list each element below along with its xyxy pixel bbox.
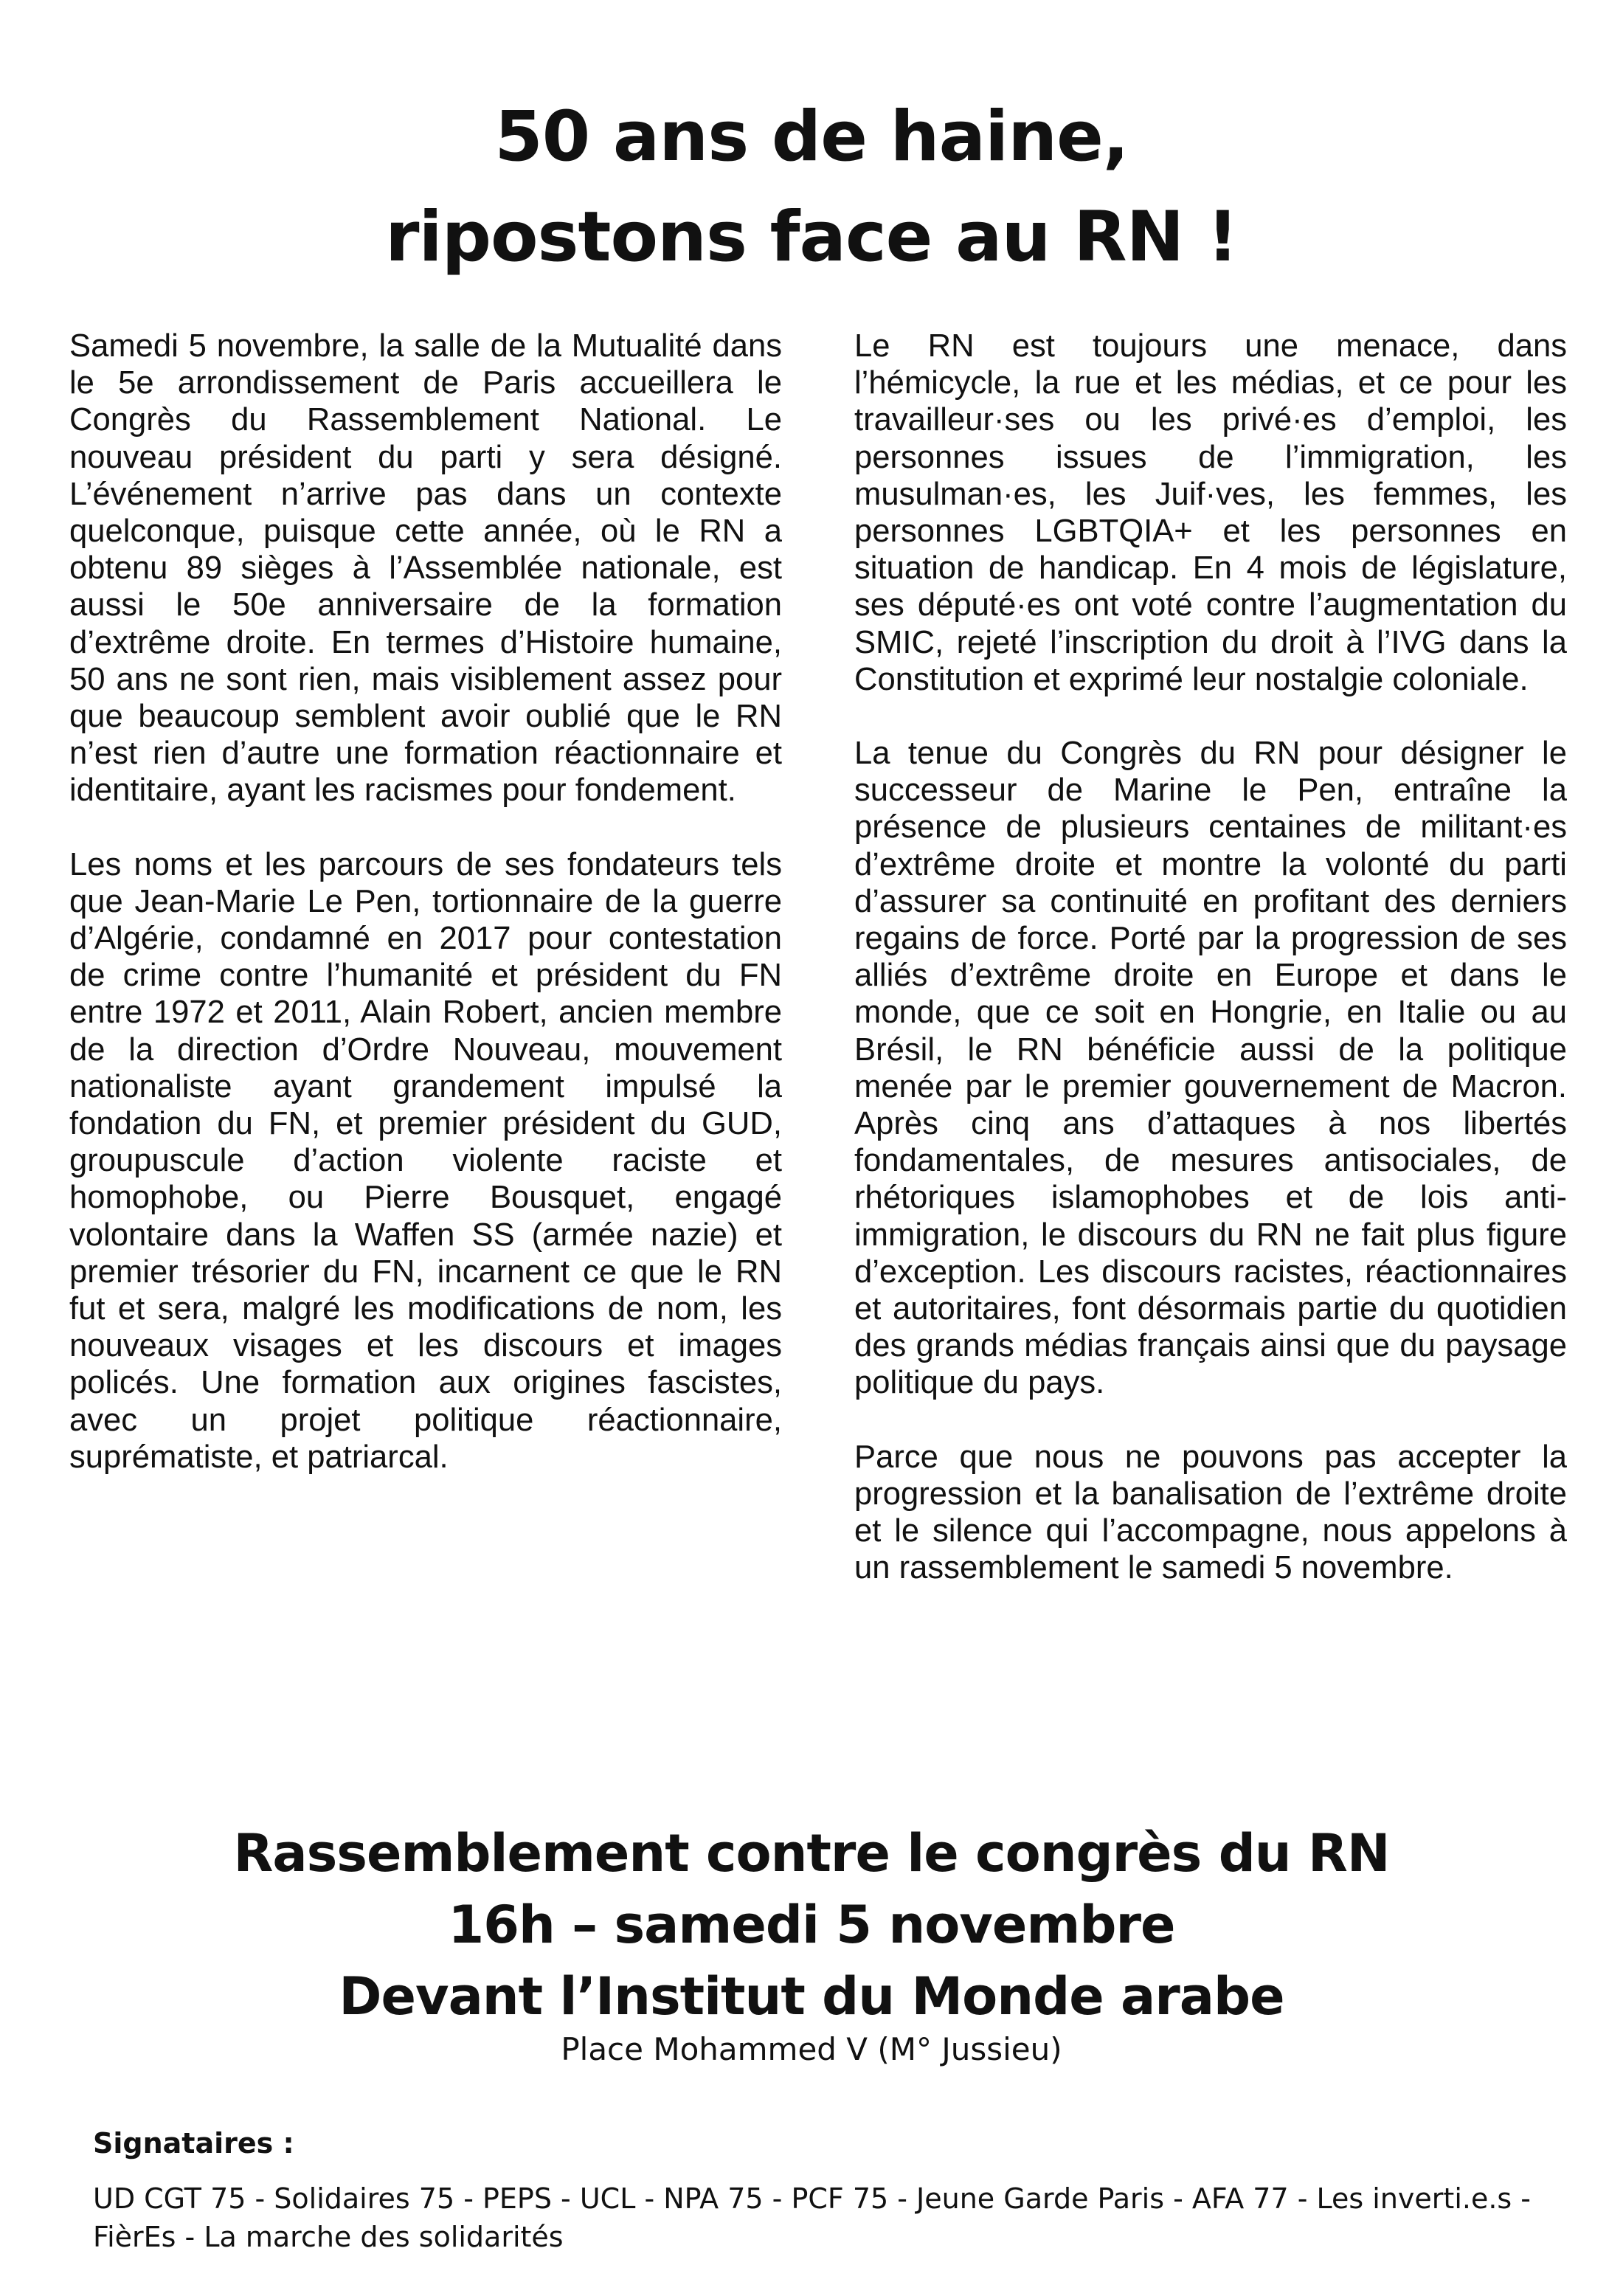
rally-place-detail: Place Mohammed V (M° Jussieu) — [561, 2031, 1062, 2067]
paragraph-congress-successor: La tenue du Congrès du RN pour désigner le successeur de Marine le Pen, entraîne la présence de plusieurs centaines de militant·es d’extrême droite et montre la volonté du parti d’assurer sa continuité en profitant des derniers regains de force. Porté par la progression de ses alliés d’extrême droite en Europe et dans le monde, que ce soit en Hongrie, en Italie ou au Brésil, le RN bénéficie aussi de la politique menée par le premier gouvernement de Macron. Après cinq ans d’attaques à nos libertés fondamentales, de mesures antisociales, de rhétoriques islamophobes et de lois anti-immigration, le discours du RN ne fait plus figure d’exception. Les discours racistes, réactionnaires et autoritaires, font désormais partie du quotidien des grands médias français ainsi que du paysage politique du pays. — [854, 736, 1567, 1401]
signatories-heading: Signataires : — [93, 2127, 294, 2160]
left-text-column — [69, 328, 782, 1512]
right-text-column — [854, 328, 1567, 1624]
page-title — [0, 87, 1623, 288]
signatories-list: UD CGT 75 - Solidaires 75 - PEPS - UCL - NPA 75 - PCF 75 - Jeune Garde Paris - AFA 77 - Les inverti.e.s - FièrEs - La marche des solidarités — [93, 2182, 1532, 2253]
paragraph-founders: Les noms et les parcours de ses fondateurs tels que Jean-Marie Le Pen, tortionnaire de la guerre d’Algérie, condamné en 2017 pour contestation de crime contre l’humanité et président du FN entre 1972 et 2011, Alain Robert, ancien membre de la direction d’Ordre Nouveau, mouvement nationaliste ayant grandement impulsé la fondation du FN, et premier président du GUD, groupuscule d’action violente raciste et homophobe, ou Pierre Bousquet, engagé volontaire dans la Waffen SS (armée nazie) et premier trésorier du FN, incarnent ce que le RN fut et sera, malgré les modifications de nom, les nouveaux visages et les discours et images policés. Une formation aux origines fascistes, avec un projet politique réactionnaire, suprématiste, et patriarcal. — [69, 846, 782, 1475]
paragraph-call-to-rally: Parce que nous ne pouvons pas accepter la progression et la banalisation de l’extrême droite et le silence qui l’accompagne, nous appelons à un rassemblement le samedi 5 novembre. — [854, 1439, 1567, 1586]
title-line-2: ripostons face au RN ! — [385, 197, 1238, 277]
title-line-1: 50 ans de haine, — [494, 97, 1129, 177]
paragraph-congress-context: Samedi 5 novembre, la salle de la Mutualité dans le 5e arrondissement de Paris accueillera le Congrès du Rassemblement National. Le nouveau président du parti y sera désigné. L’événement n’arrive pas dans un contexte quelconque, puisque cette année, où le RN a obtenu 89 sièges à l’Assemblée nationale, est aussi le 50e anniversaire de la formation d’extrême droite. En termes d’Histoire humaine, 50 ans ne sont rien, mais visiblement assez pour que beaucoup semblent avoir oublié que le RN n’est rien d’autre une formation réactionnaire et identitaire, ayant les racismes pour fondement. — [69, 328, 782, 809]
rally-time-date: 16h – samedi 5 novembre — [448, 1895, 1175, 1955]
rally-announcement — [0, 1818, 1623, 2071]
paragraph-rn-threat: Le RN est toujours une menace, dans l’hémicycle, la rue et les médias, et ce pour les travailleur·ses ou les privé·es d’emploi, les personnes issues de l’immigration, les musulman·es, les Juif·ves, les femmes, les personnes LGBTQIA+ et les personnes en situation de handicap. En 4 mois de législature, ses député·es ont voté contre l’augmentation du SMIC, rejeté l’inscription du droit à l’IVG dans la Constitution et exprimé leur nostalgie coloniale. — [854, 328, 1567, 697]
rally-title: Rassemblement contre le congrès du RN — [233, 1823, 1390, 1884]
rally-location: Devant l’Institut du Monde arabe — [339, 1966, 1284, 2027]
